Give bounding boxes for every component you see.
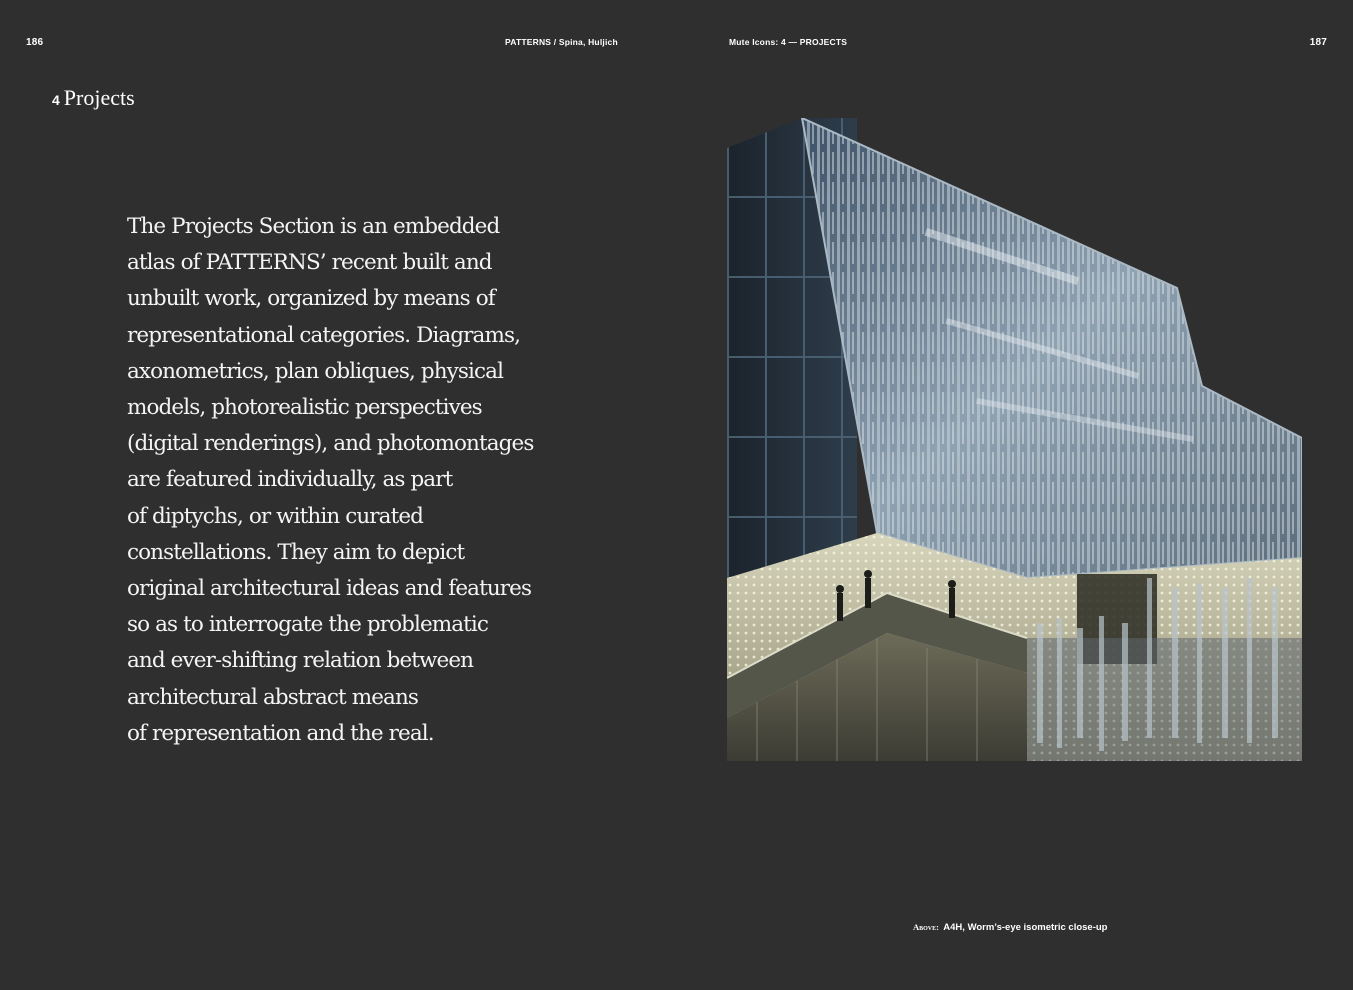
right-running-head: Mute Icons: 4 — PROJECTS: [729, 37, 848, 47]
body-line: atlas of PATTERNS’ recent built and: [127, 250, 492, 276]
body-line: of diptychs, or within curated: [127, 503, 424, 529]
section-number: 4: [52, 92, 60, 108]
body-line: (digital renderings), and photomontages: [127, 431, 534, 457]
section-title-text: Projects: [63, 85, 135, 110]
building-rendering-image: [727, 118, 1302, 761]
body-line: original architectural ideas and features: [127, 576, 532, 602]
caption-lead: Above:: [913, 922, 939, 932]
body-line: of representation and the real.: [127, 720, 434, 746]
right-page-number: 187: [1309, 37, 1327, 48]
body-line: architectural abstract means: [127, 684, 419, 710]
caption-text: A4H, Worm’s-eye isometric close-up: [943, 922, 1108, 933]
section-title: [52, 85, 135, 111]
body-line: and ever-shifting relation between: [127, 648, 474, 674]
body-line: unbuilt work, organized by means of: [127, 286, 495, 312]
body-line: axonometrics, plan obliques, physical: [127, 358, 504, 384]
body-line: so as to interrogate the problematic: [127, 612, 489, 638]
body-line: representational categories. Diagrams,: [127, 322, 521, 348]
body-paragraph: [127, 209, 567, 752]
body-line: constellations. They aim to depict: [127, 539, 465, 565]
left-page-number: 186: [26, 37, 44, 48]
body-line: are featured individually, as part: [127, 467, 453, 493]
figure-caption: [913, 922, 1107, 933]
body-line: models, photorealistic perspectives: [127, 395, 482, 421]
left-running-head: PATTERNS / Spina, Huljich: [505, 37, 618, 47]
body-line: The Projects Section is an embedded: [127, 214, 500, 239]
